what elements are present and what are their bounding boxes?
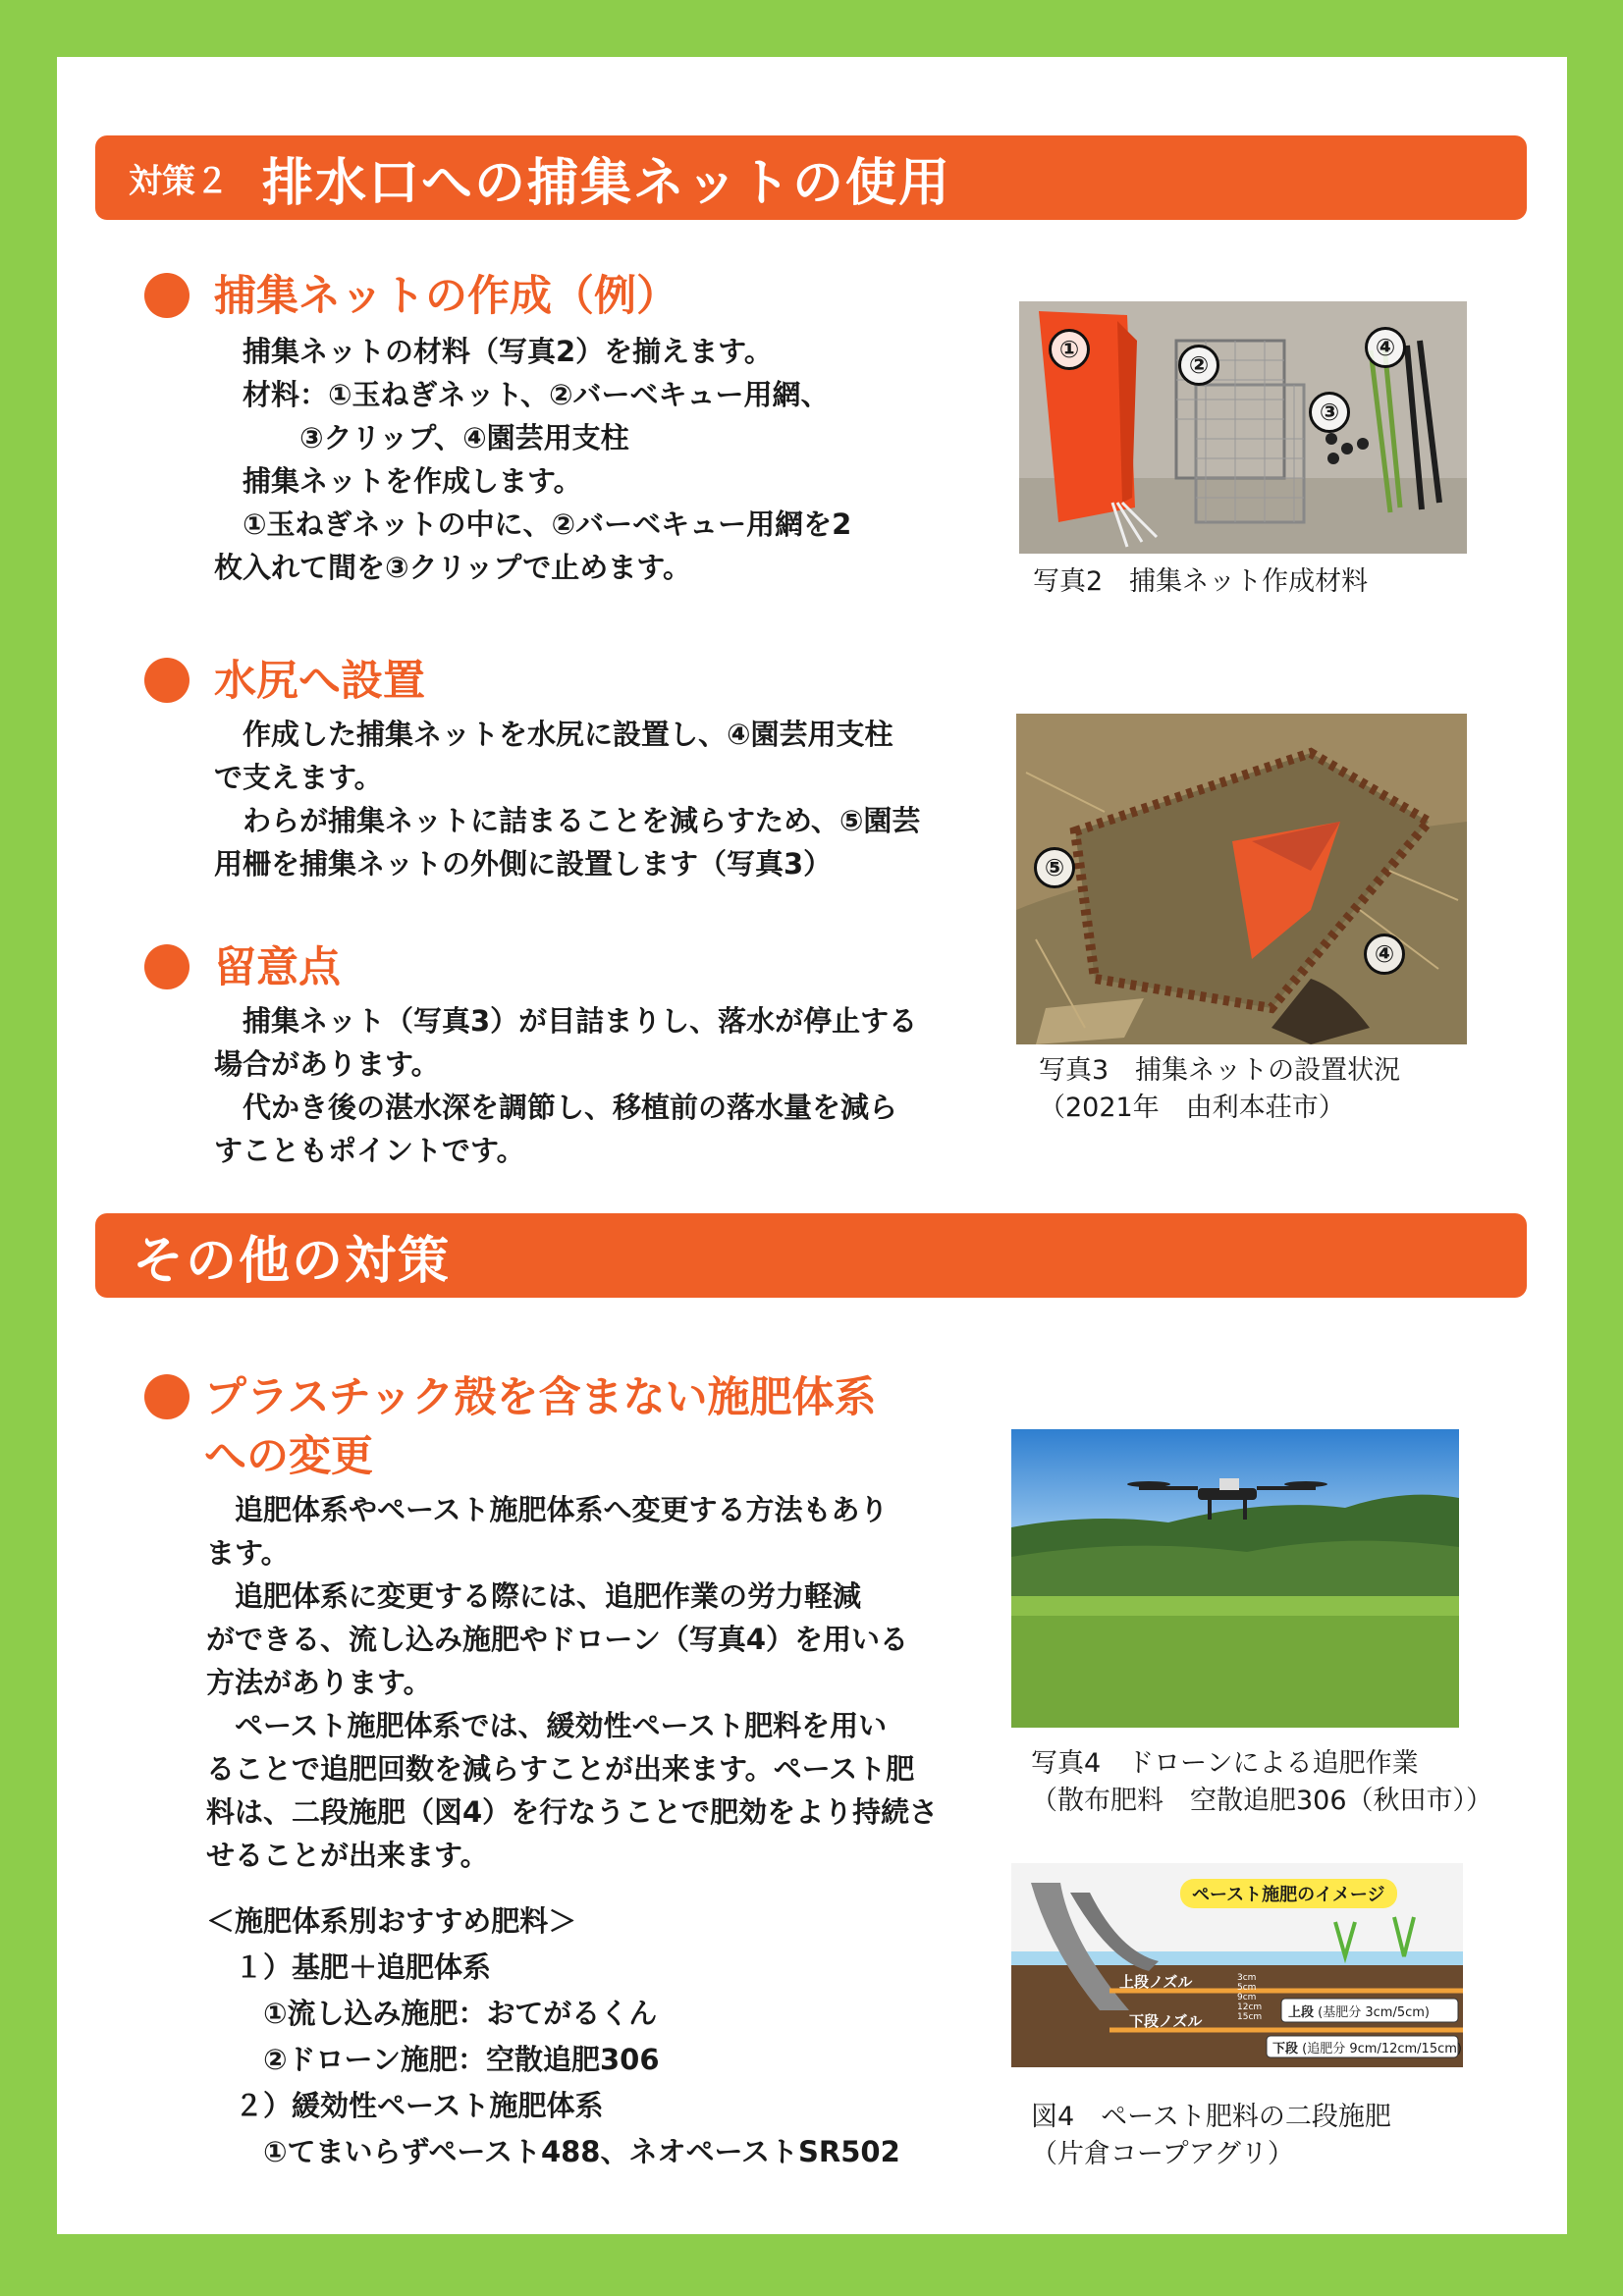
depth-label: 3cm — [1237, 1973, 1257, 1983]
caption-line: 写真3 捕集ネットの設置状況 — [1039, 1055, 1401, 1086]
caption-line: （散布肥料 空散追肥306（秋田市）） — [1031, 1786, 1493, 1816]
figure-paste-fertilizer — [1011, 1863, 1463, 2067]
recommend-line: ①流し込み施肥：おてがるくん — [206, 1997, 658, 2030]
text-line: で支えます。 — [214, 761, 383, 794]
photo-net-materials — [1019, 301, 1467, 554]
text-line: 捕集ネット（写真3）が目詰まりし、落水が停止する — [214, 1004, 918, 1038]
figure-lower-label: 下段 — [1272, 2042, 1299, 2056]
text-line: ペースト施肥体系では、緩効性ペースト肥料を用い — [206, 1709, 888, 1742]
recommend-list — [206, 1898, 900, 2175]
figure-upper-nozzle: 上段ノズル — [1119, 1973, 1193, 1991]
figure-lower-box — [1272, 2038, 1462, 2056]
text-line: 料は、二段施肥（図4）を行なうことで肥効をより持続さ — [206, 1795, 939, 1829]
heading-fertilizer-change — [204, 1368, 877, 1486]
photo-drone-drawing — [1011, 1429, 1459, 1728]
recommend-line: ②ドローン施肥：空散追肥306 — [206, 2043, 660, 2076]
caption-figure4 — [1031, 2099, 1391, 2173]
paragraph-fertilizer-change — [206, 1488, 938, 1877]
caption-photo3 — [1039, 1052, 1400, 1127]
section-title: 排水口への捕集ネットの使用 — [262, 153, 952, 213]
text-line: 方法があります。 — [206, 1666, 432, 1699]
depth-label: 9cm — [1237, 1993, 1257, 2002]
text-line: 作成した捕集ネットを水尻に設置し、④園芸用支柱 — [214, 718, 893, 751]
caption-line: 写真4 ドローンによる追肥作業 — [1031, 1748, 1419, 1779]
marker-2: ② — [1178, 345, 1219, 386]
figure-title: ペースト施肥のイメージ — [1180, 1879, 1397, 1908]
heading-notes: 留意点 — [214, 943, 341, 992]
recommend-line: ①てまいらずペースト488、ネオペーストSR502 — [206, 2135, 900, 2168]
bullet-icon — [144, 1374, 189, 1419]
figure-upper-detail: (基肥分 3cm/5cm) — [1318, 2005, 1430, 2020]
caption-line: （片倉コープアグリ） — [1031, 2139, 1294, 2169]
section-title: その他の対策 — [133, 1231, 452, 1291]
heading-line: プラスチック殻を含まない施肥体系 — [204, 1373, 877, 1422]
text-line: ることで追肥回数を減らすことが出来ます。ペースト肥 — [206, 1752, 915, 1786]
text-line: わらが捕集ネットに詰まることを減らすため、⑤園芸 — [214, 804, 921, 837]
text-line: 代かき後の湛水深を調節し、移植前の落水量を減ら — [214, 1091, 898, 1124]
caption-photo4 — [1031, 1745, 1492, 1820]
paragraph-notes — [214, 999, 917, 1172]
figure-lower-detail: (追肥分 9cm/12cm/15cm) — [1302, 2042, 1462, 2056]
text-line: ③クリップ、④園芸用支柱 — [214, 421, 629, 454]
caption-photo2: 写真2 捕集ネット作成材料 — [1033, 566, 1369, 597]
figure-upper-label: 上段 — [1288, 2005, 1315, 2020]
heading-installation: 水尻へ設置 — [214, 657, 425, 706]
marker-5: ⑤ — [1034, 847, 1075, 888]
recommend-title: ＜施肥体系別おすすめ肥料＞ — [206, 1904, 577, 1938]
marker-1: ① — [1049, 329, 1090, 370]
heading-line: への変更 — [204, 1432, 373, 1481]
caption-line: （2021年 由利本荘市） — [1039, 1093, 1345, 1123]
depth-label: 12cm — [1237, 2002, 1263, 2012]
text-line: すこともポイントです。 — [214, 1134, 525, 1167]
marker-4: ④ — [1365, 327, 1406, 368]
paragraph-net-creation — [214, 330, 851, 589]
text-line: 用柵を捕集ネットの外側に設置します（写真3） — [214, 847, 833, 881]
bullet-icon — [144, 273, 189, 318]
text-line: 場合があります。 — [214, 1047, 440, 1081]
marker-4: ④ — [1364, 934, 1405, 975]
text-line: せることが出来ます。 — [206, 1839, 489, 1872]
heading-net-creation: 捕集ネットの作成（例） — [214, 272, 678, 321]
text-line: 捕集ネットの材料（写真2）を揃えます。 — [214, 335, 773, 368]
figure-lower-nozzle: 下段ノズル — [1129, 2012, 1203, 2030]
bullet-icon — [144, 658, 189, 703]
text-line: 枚入れて間を③クリップで止めます。 — [214, 551, 691, 584]
depth-label: 5cm — [1237, 1983, 1257, 1993]
text-line: ①玉ねぎネットの中に、②バーベキュー用網を2 — [214, 507, 852, 541]
text-line: 追肥体系やペースト施肥体系へ変更する方法もあり — [206, 1493, 889, 1526]
bullet-icon — [144, 944, 189, 989]
text-line: 追肥体系に変更する際には、追肥作業の労力軽減 — [206, 1579, 862, 1613]
photo-drone — [1011, 1429, 1459, 1728]
recommend-line: ２）緩効性ペースト施肥体系 — [206, 2089, 604, 2122]
photo-net-installed-drawing — [1016, 714, 1467, 1044]
section-banner-1 — [95, 135, 1527, 220]
section-label: 対策２ — [129, 161, 229, 201]
text-line: ができる、流し込み施肥やドローン（写真4）を用いる — [206, 1623, 909, 1656]
section-banner-2 — [95, 1213, 1527, 1298]
photo-net-installed — [1016, 714, 1467, 1044]
figure-depth-labels — [1237, 1973, 1262, 2022]
text-line: 材料：①玉ねぎネット、②バーベキュー用網、 — [214, 378, 830, 411]
recommend-line: １）基肥＋追肥体系 — [206, 1950, 492, 1984]
figure-upper-box — [1288, 2002, 1430, 2020]
depth-label: 15cm — [1237, 2012, 1263, 2022]
marker-3: ③ — [1309, 392, 1350, 433]
paragraph-installation — [214, 713, 920, 885]
text-line: 捕集ネットを作成します。 — [214, 464, 582, 498]
text-line: ます。 — [206, 1536, 290, 1570]
caption-line: 図4 ペースト肥料の二段施肥 — [1031, 2102, 1391, 2132]
